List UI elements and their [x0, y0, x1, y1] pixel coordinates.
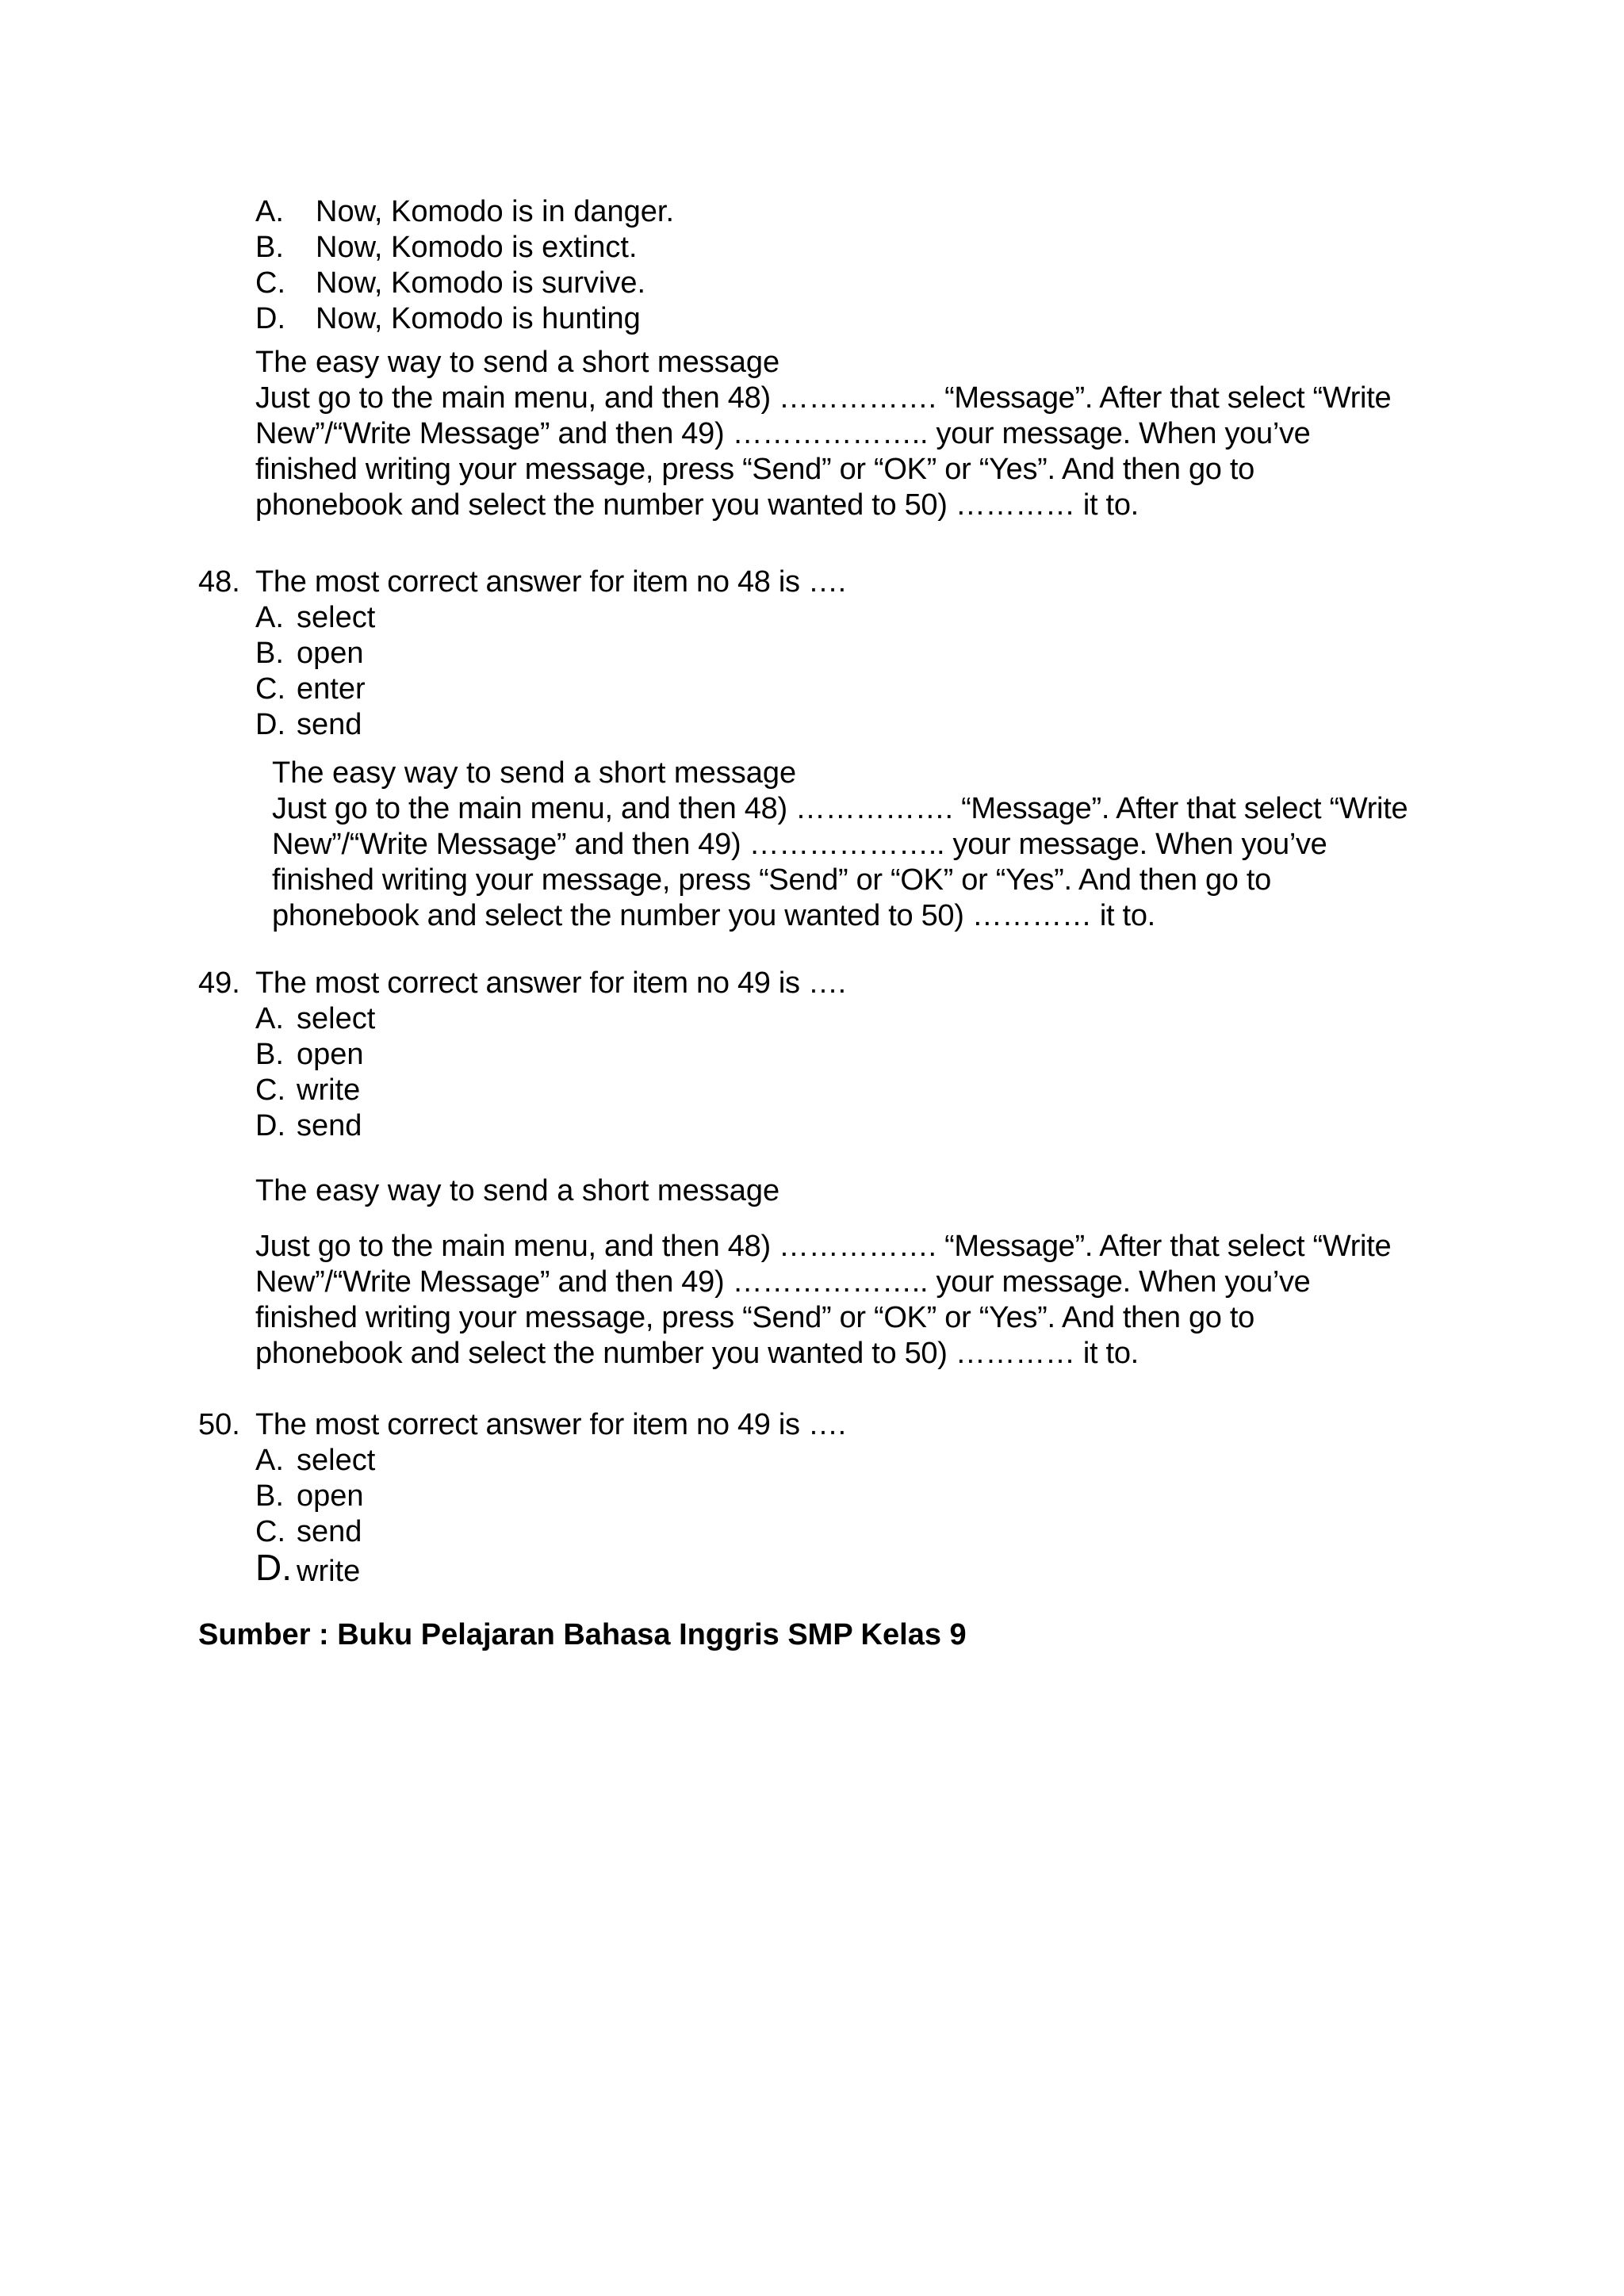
option-letter: D.: [255, 1547, 292, 1588]
intro-option-letter: D.: [255, 302, 285, 335]
option-letter: C.: [255, 1515, 285, 1548]
option-text: send: [297, 1515, 362, 1548]
option-text: write: [297, 1555, 361, 1588]
passage-title: The easy way to send a short message: [272, 756, 797, 790]
question-stem: The most correct answer for item no 49 is ….: [255, 1408, 846, 1441]
option-letter: D.: [255, 708, 285, 741]
passage-line: phonebook and select the number you wanted to 50) ………… it to.: [272, 899, 1155, 932]
intro-option-text: Now, Komodo is in danger.: [316, 195, 675, 228]
option-letter: D.: [255, 1109, 285, 1142]
intro-option-letter: B.: [255, 231, 284, 264]
question-number: 49.: [198, 966, 240, 1000]
intro-option-text: Now, Komodo is hunting: [316, 302, 641, 335]
option-text: write: [297, 1073, 361, 1107]
option-text: enter: [297, 672, 366, 706]
option-letter: B.: [255, 1038, 284, 1071]
option-text: send: [297, 708, 362, 741]
passage-line: Just go to the main menu, and then 48) ……………. “Message”. After that select “Write: [272, 792, 1408, 825]
passage-line: finished writing your message, press “Send” or “OK” or “Yes”. And then go to: [255, 1301, 1254, 1334]
option-text: select: [297, 1444, 376, 1477]
passage-title: The easy way to send a short message: [255, 346, 780, 379]
question-number: 50.: [198, 1408, 240, 1441]
intro-option-text: Now, Komodo is survive.: [316, 266, 646, 300]
intro-option-letter: A.: [255, 195, 284, 228]
passage-line: finished writing your message, press “Send” or “OK” or “Yes”. And then go to: [272, 863, 1271, 897]
passage-line: New”/“Write Message” and then 49) ……………….. your message. When you’ve: [255, 417, 1311, 450]
passage-title: The easy way to send a short message: [255, 1174, 780, 1207]
passage-line: phonebook and select the number you wanted to 50) ………… it to.: [255, 1337, 1139, 1370]
intro-option-letter: C.: [255, 266, 285, 300]
source-citation: Sumber : Buku Pelajaran Bahasa Inggris SMP Kelas 9: [198, 1618, 967, 1651]
option-letter: B.: [255, 1479, 284, 1513]
passage-line: New”/“Write Message” and then 49) ……………….. your message. When you’ve: [255, 1265, 1311, 1299]
option-text: send: [297, 1109, 362, 1142]
question-stem: The most correct answer for item no 48 is ….: [255, 565, 846, 599]
option-text: open: [297, 637, 364, 670]
option-text: open: [297, 1038, 364, 1071]
option-text: select: [297, 1002, 376, 1035]
passage-line: phonebook and select the number you wanted to 50) ………… it to.: [255, 488, 1139, 522]
passage-line: Just go to the main menu, and then 48) ……………. “Message”. After that select “Write: [255, 381, 1392, 415]
option-letter: A.: [255, 1002, 284, 1035]
passage-line: New”/“Write Message” and then 49) ……………….. your message. When you’ve: [272, 828, 1327, 861]
option-text: select: [297, 601, 376, 634]
option-letter: B.: [255, 637, 284, 670]
passage-line: Just go to the main menu, and then 48) ……………. “Message”. After that select “Write: [255, 1230, 1392, 1263]
option-text: open: [297, 1479, 364, 1513]
question-stem: The most correct answer for item no 49 is ….: [255, 966, 846, 1000]
option-letter: C.: [255, 1073, 285, 1107]
option-letter: A.: [255, 1444, 284, 1477]
passage-line: finished writing your message, press “Send” or “OK” or “Yes”. And then go to: [255, 453, 1254, 486]
option-letter: C.: [255, 672, 285, 706]
intro-option-text: Now, Komodo is extinct.: [316, 231, 638, 264]
option-letter: A.: [255, 601, 284, 634]
question-number: 48.: [198, 565, 240, 599]
